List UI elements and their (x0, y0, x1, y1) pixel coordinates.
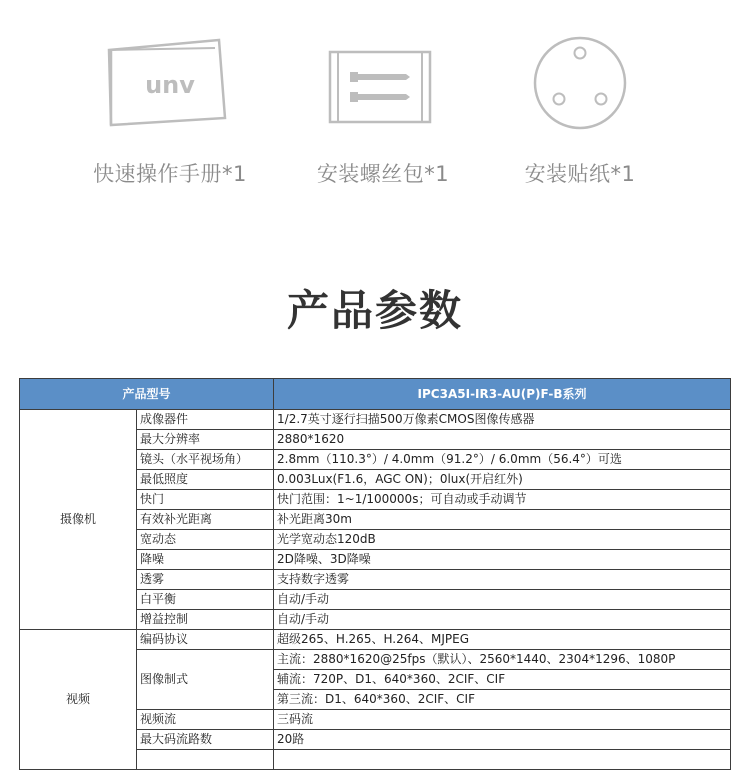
row-label: 成像器件 (137, 410, 274, 430)
manual-icon (45, 0, 245, 140)
row-value: 2D降噪、3D降噪 (274, 550, 731, 570)
row-label: 最大分辨率 (137, 430, 274, 450)
screw-pack-icon (258, 0, 458, 140)
row-value: 自动/手动 (274, 590, 731, 610)
row-value: 主流：2880*1620@25fps（默认）、2560*1440、2304*1296、1080P (274, 650, 731, 670)
row-label: 透雾 (137, 570, 274, 590)
row-value: 三码流 (274, 710, 731, 730)
row-label: 快门 (137, 490, 274, 510)
header-model-label: 产品型号 (20, 379, 274, 410)
accessory-label-manual: 快速操作手册*1 (93, 162, 247, 186)
row-label: 镜头（水平视场角） (137, 450, 274, 470)
row-label: 图像制式 (137, 650, 274, 710)
spec-table (19, 378, 731, 770)
row-label: 最低照度 (137, 470, 274, 490)
row-value: 支持数字透雾 (274, 570, 731, 590)
row-value: 2.8mm（110.3°）/ 4.0mm（91.2°）/ 6.0mm（56.4°）可选 (274, 450, 731, 470)
group-camera: 摄像机 (20, 410, 137, 630)
accessory-label-sticker: 安装贴纸*1 (524, 162, 636, 186)
row-label: 白平衡 (137, 590, 274, 610)
group-video: 视频 (20, 630, 137, 770)
row-value: 补光距离30m (274, 510, 731, 530)
row-value: 20路 (274, 730, 731, 750)
row-value: 2880*1620 (274, 430, 731, 450)
accessories-section (0, 0, 750, 220)
row-label: 降噪 (137, 550, 274, 570)
sticker-icon (455, 0, 655, 140)
row-value: 光学宽动态120dB (274, 530, 731, 550)
row-value: 1/2.7英寸逐行扫描500万像素CMOS图像传感器 (274, 410, 731, 430)
row-label: 编码协议 (137, 630, 274, 650)
row-label: 增益控制 (137, 610, 274, 630)
row-value: 自动/手动 (274, 610, 731, 630)
table-row (20, 630, 731, 650)
row-label: 宽动态 (137, 530, 274, 550)
row-value: 超级265、H.265、H.264、MJPEG (274, 630, 731, 650)
row-label: 有效补光距离 (137, 510, 274, 530)
row-label: 最大码流路数 (137, 730, 274, 750)
table-header-row (20, 379, 731, 410)
row-value: 0.003Lux(F1.6，AGC ON)；0lux(开启红外) (274, 470, 731, 490)
accessory-sticker (455, 0, 705, 220)
section-title: 产品参数 (286, 286, 463, 335)
row-value: 辅流：720P、D1、640*360、2CIF、CIF (274, 670, 731, 690)
row-label: 视频流 (137, 710, 274, 730)
row-value: 第三流：D1、640*360、2CIF、CIF (274, 690, 731, 710)
row-value: 快门范围：1~1/100000s；可自动或手动调节 (274, 490, 731, 510)
accessory-label-screws: 安装螺丝包*1 (316, 162, 450, 186)
manual-logo-text: unv (145, 71, 195, 99)
table-row (20, 410, 731, 430)
header-model-value: IPC3A5I-IR3-AU(P)F-B系列 (274, 379, 731, 410)
